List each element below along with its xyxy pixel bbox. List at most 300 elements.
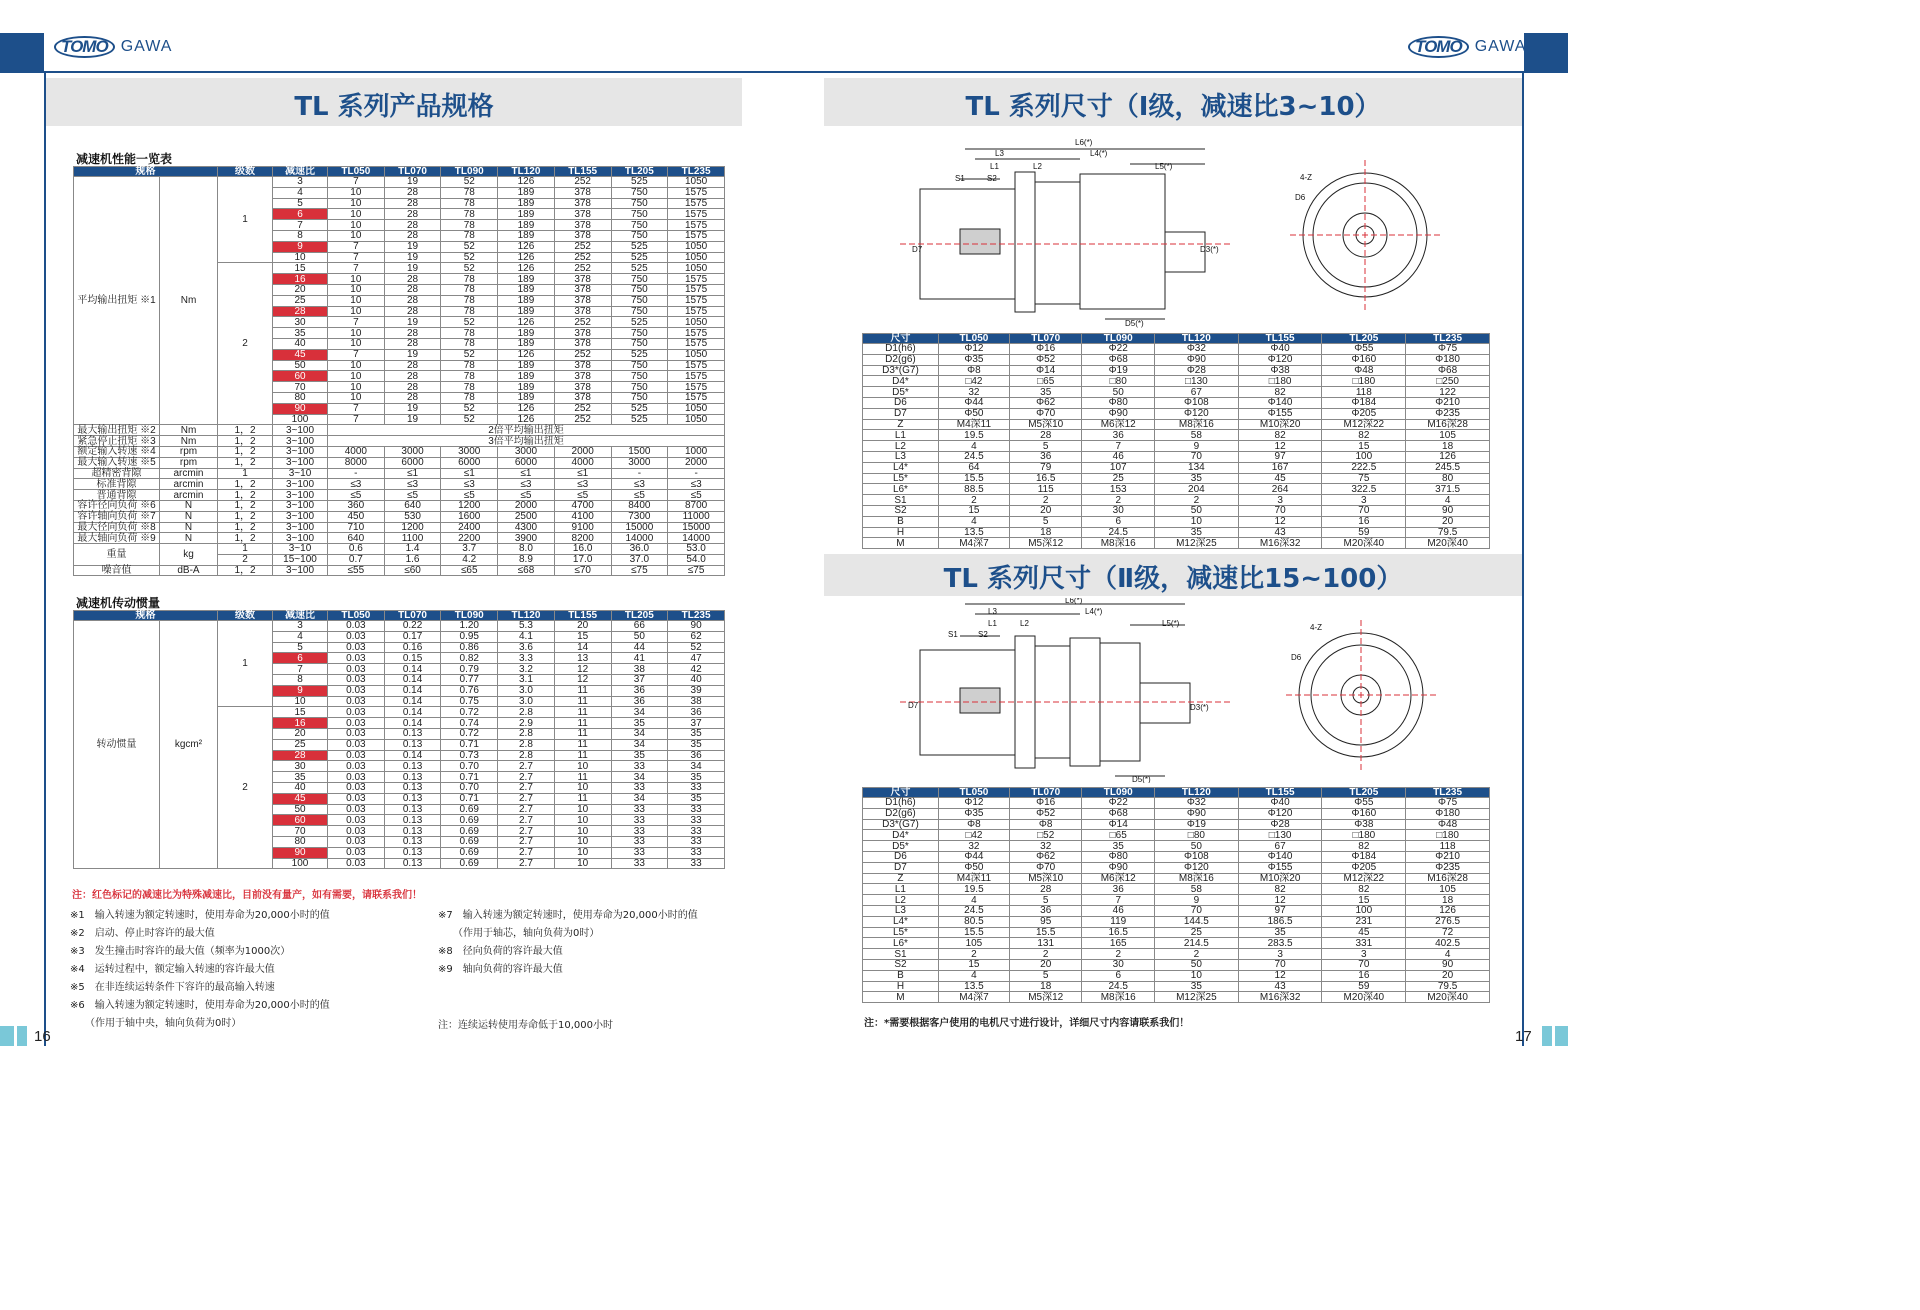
value-cell: 5	[1009, 516, 1082, 527]
table-row	[863, 451, 1490, 462]
value-cell: 34	[611, 739, 668, 750]
value-cell: 15	[554, 631, 611, 642]
value-cell: M8深16	[1155, 419, 1239, 430]
value-cell: 82	[1322, 884, 1406, 895]
ratio-cell: 7	[273, 220, 328, 231]
value-cell: □65	[1009, 376, 1082, 387]
value-cell: 36	[668, 750, 725, 761]
footnote: ※7 输入转速为额定转速时，使用寿命为20,000小时的值	[438, 910, 698, 921]
value-cell: 78	[441, 295, 498, 306]
value-cell: 105	[938, 938, 1009, 949]
spec-cell: 3~100	[273, 457, 328, 468]
value-cell: 0.13	[384, 772, 441, 783]
spec-cell: rpm	[160, 446, 218, 457]
value-cell: 2	[1009, 949, 1082, 960]
value-cell: 750	[611, 187, 668, 198]
value-cell: 28	[384, 295, 441, 306]
value-cell: 18	[1009, 981, 1082, 992]
value-cell: Φ22	[1082, 798, 1155, 809]
value-cell: 8.9	[498, 554, 555, 565]
value-cell: □80	[1082, 376, 1155, 387]
value-cell: 100	[1322, 451, 1406, 462]
value-cell: 1.20	[441, 621, 498, 632]
value-cell: M12深22	[1322, 873, 1406, 884]
value-cell: 70	[1238, 959, 1322, 970]
value-cell: Φ35	[938, 354, 1009, 365]
value-cell: 10	[328, 392, 385, 403]
value-cell: 118	[1322, 387, 1406, 398]
value-cell: Φ8	[938, 819, 1009, 830]
value-cell: 52	[441, 414, 498, 425]
value-cell: 36	[611, 685, 668, 696]
value-cell: 2	[938, 495, 1009, 506]
value-cell: 70	[1155, 451, 1239, 462]
dimension-name: L2	[863, 441, 939, 452]
spec-cell: 1，2	[218, 490, 273, 501]
dim-label-l5: L5(*)	[1155, 162, 1173, 171]
value-cell: 4	[938, 895, 1009, 906]
value-cell: 34	[611, 728, 668, 739]
ratio-cell: 15	[273, 707, 328, 718]
value-cell: 0.03	[328, 728, 385, 739]
value-cell: 28	[1009, 884, 1082, 895]
value-cell: 10	[328, 328, 385, 339]
value-cell: ≤60	[384, 565, 441, 576]
value-cell: 3~100	[273, 565, 328, 576]
value-cell: Φ8	[1009, 819, 1082, 830]
value-cell: 2500	[498, 511, 555, 522]
value-cell: 10	[328, 198, 385, 209]
column-header: 级数	[218, 167, 273, 177]
ratio-cell: 8	[273, 674, 328, 685]
value-cell: 189	[498, 198, 555, 209]
table-row	[74, 490, 725, 501]
value-cell: 0.13	[384, 782, 441, 793]
value-cell: 276.5	[1406, 916, 1490, 927]
value-cell: Φ75	[1406, 798, 1490, 809]
value-cell: 126	[498, 317, 555, 328]
value-cell: 1575	[668, 284, 725, 295]
value-cell: 19	[384, 263, 441, 274]
table-row	[863, 430, 1490, 441]
value-cell: 107	[1082, 462, 1155, 473]
stage2-side-drawing	[900, 598, 1240, 783]
continuous-note: 注：连续运转使用寿命低于10,000小时	[438, 1020, 613, 1031]
value-cell: -	[611, 468, 668, 479]
value-cell: 19	[384, 349, 441, 360]
value-cell: □42	[938, 376, 1009, 387]
dimension-name: D1(h6)	[863, 344, 939, 355]
value-cell: 5.3	[498, 621, 555, 632]
value-cell: ≤5	[554, 490, 611, 501]
value-cell: 378	[554, 209, 611, 220]
value-cell: 167	[1238, 462, 1322, 473]
value-cell: -	[328, 468, 385, 479]
value-cell: 0.03	[328, 761, 385, 772]
value-cell: 252	[554, 177, 611, 188]
spec-cell: 普通背隙	[74, 490, 160, 501]
value-cell: 0.14	[384, 718, 441, 729]
ratio-cell: 40	[273, 338, 328, 349]
ratio-cell: 80	[273, 836, 328, 847]
value-cell: 34	[611, 772, 668, 783]
dim-label-d6: D6	[1295, 193, 1306, 202]
value-cell: 33	[668, 836, 725, 847]
value-cell: 33	[611, 847, 668, 858]
value-cell: Φ68	[1082, 808, 1155, 819]
value-cell: □80	[1155, 830, 1239, 841]
value-cell: ≤5	[498, 490, 555, 501]
value-cell: 38	[611, 664, 668, 675]
value-cell: Φ140	[1238, 851, 1322, 862]
value-cell: 78	[441, 187, 498, 198]
value-cell: 78	[441, 209, 498, 220]
value-cell: 1.6	[384, 554, 441, 565]
value-cell: 0.69	[441, 804, 498, 815]
value-cell: Φ38	[1322, 819, 1406, 830]
value-cell: 78	[441, 274, 498, 285]
value-cell: M5深12	[1009, 538, 1082, 549]
spec-cell: 紧急停止扭矩 ※3	[74, 436, 160, 447]
dimension-name: Z	[863, 873, 939, 884]
ratio-cell: 20	[273, 284, 328, 295]
value-cell: 2000	[554, 446, 611, 457]
value-cell: Φ120	[1238, 354, 1322, 365]
value-cell: 25	[1082, 473, 1155, 484]
stage1-dimension-table	[862, 333, 1490, 549]
value-cell: ≤3	[328, 479, 385, 490]
value-cell: 35	[1155, 981, 1239, 992]
value-cell: Φ70	[1009, 408, 1082, 419]
value-cell: Φ120	[1238, 808, 1322, 819]
value-cell: 0.69	[441, 826, 498, 837]
header-row	[863, 788, 1490, 798]
value-cell: 35	[1009, 387, 1082, 398]
value-cell: 1575	[668, 187, 725, 198]
column-header: TL050	[328, 167, 385, 177]
value-cell: Φ14	[1082, 819, 1155, 830]
value-cell: 144.5	[1155, 916, 1239, 927]
value-cell: Φ80	[1082, 397, 1155, 408]
table-row	[863, 981, 1490, 992]
value-cell: □52	[1009, 830, 1082, 841]
ratio-cell: 90	[273, 847, 328, 858]
value-cell: 50	[1155, 959, 1239, 970]
value-cell: 4	[1406, 949, 1490, 960]
ratio-cell: 25	[273, 295, 328, 306]
value-cell: 2200	[441, 533, 498, 544]
value-cell: 7	[328, 263, 385, 274]
dim-label-z: 4-Z	[1300, 173, 1312, 182]
table-row	[863, 473, 1490, 484]
value-cell: 231	[1322, 916, 1406, 927]
dim-label-s1: S1	[955, 174, 965, 183]
value-cell: 7	[328, 177, 385, 188]
value-cell: M4深11	[938, 419, 1009, 430]
column-header: TL090	[441, 611, 498, 621]
value-cell: Φ19	[1082, 365, 1155, 376]
footnote: ※5 在非连续运转条件下容许的最高输入转速	[70, 982, 275, 993]
value-cell: 252	[554, 263, 611, 274]
value-cell: 750	[611, 338, 668, 349]
column-header: TL155	[554, 611, 611, 621]
ratio-cell: 9	[273, 685, 328, 696]
value-cell: 640	[328, 533, 385, 544]
value-cell: ≤3	[384, 479, 441, 490]
spec-cell: 超精密背隙	[74, 468, 160, 479]
value-cell: 750	[611, 328, 668, 339]
value-cell: 1000	[668, 446, 725, 457]
dimension-name: L4*	[863, 462, 939, 473]
spec-cell: 1，2	[218, 446, 273, 457]
dim-label-s2: S2	[978, 630, 988, 639]
value-cell: 28	[384, 198, 441, 209]
value-cell: 750	[611, 371, 668, 382]
value-cell: 42	[668, 664, 725, 675]
value-cell: 1，2	[218, 565, 273, 576]
value-cell: Φ205	[1322, 862, 1406, 873]
value-cell: 12	[1238, 441, 1322, 452]
dim-label-l1: L1	[990, 162, 999, 171]
value-cell: 1575	[668, 371, 725, 382]
value-cell: 78	[441, 198, 498, 209]
row-label: 转动惯量	[74, 621, 160, 869]
dimension-name: H	[863, 981, 939, 992]
value-cell: 14000	[668, 533, 725, 544]
dimension-name: Z	[863, 419, 939, 430]
table-row	[74, 457, 725, 468]
value-cell: 33	[668, 804, 725, 815]
table-row	[863, 419, 1490, 430]
value-cell: Φ48	[1322, 365, 1406, 376]
value-cell: Φ16	[1009, 344, 1082, 355]
value-cell: 530	[384, 511, 441, 522]
value-cell: 35	[668, 793, 725, 804]
value-cell: 3.7	[441, 544, 498, 555]
value-cell: Φ62	[1009, 397, 1082, 408]
value-cell: 750	[611, 209, 668, 220]
value-cell: 8400	[611, 500, 668, 511]
value-cell: 4000	[328, 446, 385, 457]
value-cell: M20深40	[1322, 538, 1406, 549]
value-cell: 10	[554, 782, 611, 793]
value-cell: □130	[1238, 830, 1322, 841]
value-cell: 2.7	[498, 858, 555, 869]
row-label: 平均输出扭矩 ※1	[74, 177, 160, 425]
table-row	[74, 446, 725, 457]
ratio-cell: 30	[273, 761, 328, 772]
value-cell: 18	[1406, 441, 1490, 452]
value-cell: 360	[328, 500, 385, 511]
value-cell: 50	[1155, 505, 1239, 516]
value-cell: Φ235	[1406, 408, 1490, 419]
value-cell: M16深28	[1406, 873, 1490, 884]
value-cell: 2	[218, 554, 273, 565]
value-cell: ≤68	[498, 565, 555, 576]
value-cell: 7	[1082, 895, 1155, 906]
stage-cell: 2	[218, 263, 273, 425]
value-cell: 79.5	[1406, 527, 1490, 538]
dimension-name: S1	[863, 495, 939, 506]
page-tab-left-2	[17, 1026, 27, 1046]
value-cell: 78	[441, 284, 498, 295]
value-cell: 33	[668, 815, 725, 826]
value-cell: 噪音值	[74, 565, 160, 576]
value-cell: 11000	[668, 511, 725, 522]
value-cell: 19.5	[938, 430, 1009, 441]
value-cell: 28	[384, 338, 441, 349]
brand-logo-right	[1408, 36, 1526, 58]
table-row	[863, 905, 1490, 916]
value-cell: 78	[441, 371, 498, 382]
value-cell: 13	[554, 653, 611, 664]
dimension-name: D2(g6)	[863, 354, 939, 365]
value-cell: 79	[1009, 462, 1082, 473]
value-cell: 14000	[611, 533, 668, 544]
value-cell: 204	[1155, 484, 1239, 495]
dimension-name: D2(g6)	[863, 808, 939, 819]
table-row	[863, 462, 1490, 473]
value-cell: Φ55	[1322, 798, 1406, 809]
value-cell: 33	[611, 836, 668, 847]
column-header: TL235	[1406, 334, 1490, 344]
ratio-cell: 20	[273, 728, 328, 739]
value-cell: 37	[668, 718, 725, 729]
value-cell: 3900	[498, 533, 555, 544]
value-cell: 750	[611, 274, 668, 285]
value-cell: 2400	[441, 522, 498, 533]
spec-cell: 1	[218, 468, 273, 479]
value-cell: 17.0	[554, 554, 611, 565]
value-cell: Φ16	[1009, 798, 1082, 809]
value-cell: 0.14	[384, 750, 441, 761]
ratio-cell: 5	[273, 198, 328, 209]
row-unit: Nm	[160, 177, 218, 425]
value-cell: 2	[1155, 949, 1239, 960]
value-cell: 19	[384, 241, 441, 252]
value-cell: 189	[498, 220, 555, 231]
value-cell: ≤1	[498, 468, 555, 479]
value-cell: 0.03	[328, 826, 385, 837]
value-cell: 0.16	[384, 642, 441, 653]
dimension-name: M	[863, 538, 939, 549]
value-cell: 2.7	[498, 836, 555, 847]
value-cell: 35	[1082, 841, 1155, 852]
value-cell: ≤5	[441, 490, 498, 501]
value-cell: 70	[1155, 905, 1239, 916]
spec-cell: 1，2	[218, 511, 273, 522]
value-cell: 10	[554, 804, 611, 815]
value-cell: 6000	[441, 457, 498, 468]
value-cell: 78	[441, 392, 498, 403]
value-cell: 3000	[498, 446, 555, 457]
special-ratio-note: 注：红色标记的减速比为特殊减速比，目前没有量产，如有需要，请联系我们！	[72, 890, 422, 901]
value-cell: 24.5	[938, 451, 1009, 462]
value-cell: 3倍平均输出扭矩	[328, 436, 725, 447]
value-cell: 11	[554, 772, 611, 783]
value-cell: 20	[1406, 516, 1490, 527]
value-cell: 3000	[611, 457, 668, 468]
footnote: ※2 启动、停止时容许的最大值	[70, 928, 215, 939]
value-cell: 189	[498, 295, 555, 306]
value-cell: 10	[328, 382, 385, 393]
value-cell: 32	[1009, 841, 1082, 852]
value-cell: ≤3	[611, 479, 668, 490]
value-cell: 0.14	[384, 696, 441, 707]
value-cell: 10	[554, 826, 611, 837]
value-cell: Φ210	[1406, 851, 1490, 862]
ratio-cell: 100	[273, 858, 328, 869]
value-cell: 28	[384, 220, 441, 231]
value-cell: 0.14	[384, 664, 441, 675]
value-cell: 33	[668, 782, 725, 793]
value-cell: 378	[554, 306, 611, 317]
value-cell: 52	[668, 642, 725, 653]
value-cell: Φ120	[1155, 408, 1239, 419]
value-cell: 3	[1238, 495, 1322, 506]
value-cell: 53.0	[668, 544, 725, 555]
table-row	[74, 522, 725, 533]
value-cell: 0.69	[441, 815, 498, 826]
value-cell: 126	[1406, 451, 1490, 462]
value-cell: □250	[1406, 376, 1490, 387]
value-cell: 1500	[611, 446, 668, 457]
dimension-name: D5*	[863, 387, 939, 398]
value-cell: 0.03	[328, 772, 385, 783]
column-header: TL090	[441, 167, 498, 177]
value-cell: 7	[328, 241, 385, 252]
value-cell: □65	[1082, 830, 1155, 841]
value-cell: 33	[611, 804, 668, 815]
value-cell: 189	[498, 328, 555, 339]
value-cell: 5	[1009, 895, 1082, 906]
value-cell: 16.5	[1082, 927, 1155, 938]
value-cell: 2.7	[498, 793, 555, 804]
spec-cell: N	[160, 522, 218, 533]
value-cell: M8深16	[1155, 873, 1239, 884]
value-cell: 1050	[668, 252, 725, 263]
value-cell: 0.13	[384, 836, 441, 847]
value-cell: Φ50	[938, 862, 1009, 873]
dimension-name: L6*	[863, 484, 939, 495]
value-cell: 0.13	[384, 804, 441, 815]
value-cell: 214.5	[1155, 938, 1239, 949]
value-cell: 36	[1009, 451, 1082, 462]
page-title-left: TL 系列产品规格	[294, 92, 494, 122]
value-cell: 222.5	[1322, 462, 1406, 473]
ratio-cell: 6	[273, 209, 328, 220]
table-row	[863, 516, 1490, 527]
value-cell: 70	[1322, 505, 1406, 516]
spec-cell: 最大输出扭矩 ※2	[74, 425, 160, 436]
value-cell: 10	[328, 230, 385, 241]
value-cell: 186.5	[1238, 916, 1322, 927]
value-cell: 1575	[668, 338, 725, 349]
value-cell: 78	[441, 360, 498, 371]
value-cell: Φ184	[1322, 851, 1406, 862]
value-cell: 90	[1406, 505, 1490, 516]
value-cell: 67	[1155, 387, 1239, 398]
value-cell: 0.03	[328, 718, 385, 729]
dimension-name: L1	[863, 884, 939, 895]
value-cell: Φ90	[1082, 408, 1155, 419]
value-cell: 32	[938, 841, 1009, 852]
table-row	[863, 851, 1490, 862]
value-cell: 58	[1155, 430, 1239, 441]
value-cell: 34	[668, 761, 725, 772]
spec-cell: 3~100	[273, 479, 328, 490]
value-cell: 100	[1322, 905, 1406, 916]
